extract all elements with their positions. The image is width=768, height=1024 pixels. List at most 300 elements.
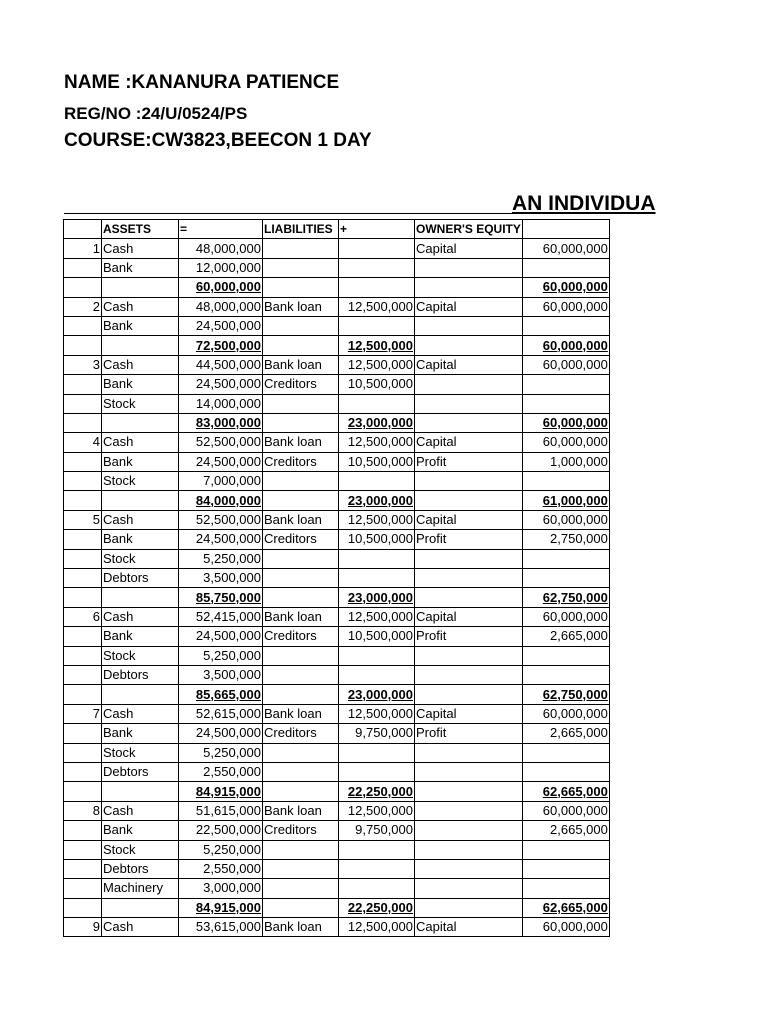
liability-amount-cell: 12,500,000 — [339, 433, 415, 452]
asset-amount-cell: 12,000,000 — [179, 258, 263, 277]
transaction-number-cell — [64, 898, 102, 917]
equity-amount-cell — [522, 394, 609, 413]
table-row — [64, 724, 610, 743]
transaction-number-cell — [64, 316, 102, 335]
liability-name-cell: Creditors — [263, 375, 339, 394]
liability-name-cell — [263, 762, 339, 781]
header-cell-liabilities: LIABILITIES — [263, 220, 339, 239]
equity-name-cell: Capital — [415, 607, 523, 626]
asset-name-cell: Debtors — [102, 665, 179, 684]
table-row — [64, 607, 610, 626]
liability-name-cell — [263, 840, 339, 859]
equity-name-cell — [415, 258, 523, 277]
equity-amount-cell: 1,000,000 — [522, 452, 609, 471]
liability-name-cell — [263, 491, 339, 510]
asset-amount-cell: 52,615,000 — [179, 704, 263, 723]
equity-amount-cell: 60,000,000 — [522, 413, 609, 432]
asset-name-cell: Stock — [102, 394, 179, 413]
liability-amount-cell: 12,500,000 — [339, 704, 415, 723]
transaction-number-cell: 7 — [64, 704, 102, 723]
equity-amount-cell: 60,000,000 — [522, 336, 609, 355]
liability-name-cell: Creditors — [263, 452, 339, 471]
asset-name-cell: Bank — [102, 724, 179, 743]
transaction-number-cell — [64, 685, 102, 704]
asset-name-cell: Stock — [102, 472, 179, 491]
equity-amount-cell: 60,000,000 — [522, 239, 609, 258]
equity-amount-cell — [522, 762, 609, 781]
table-row — [64, 375, 610, 394]
equity-name-cell — [415, 801, 523, 820]
liability-amount-cell — [339, 665, 415, 684]
asset-name-cell: Debtors — [102, 859, 179, 878]
equity-name-cell: Capital — [415, 433, 523, 452]
asset-name-cell: Bank — [102, 627, 179, 646]
asset-name-cell: Bank — [102, 452, 179, 471]
liability-name-cell — [263, 278, 339, 297]
student-name: NAME :KANANURA PATIENCE — [64, 72, 340, 93]
asset-name-cell: Bank — [102, 530, 179, 549]
equity-name-cell: Profit — [415, 530, 523, 549]
liability-amount-cell: 23,000,000 — [339, 588, 415, 607]
table-row — [64, 510, 610, 529]
asset-name-cell — [102, 898, 179, 917]
transaction-number-cell — [64, 665, 102, 684]
total-row — [64, 685, 610, 704]
liability-name-cell — [263, 859, 339, 878]
equity-amount-cell: 60,000,000 — [522, 297, 609, 316]
liability-name-cell: Bank loan — [263, 355, 339, 374]
table-row — [64, 704, 610, 723]
liability-name-cell — [263, 898, 339, 917]
table-row — [64, 762, 610, 781]
asset-amount-cell: 60,000,000 — [179, 278, 263, 297]
asset-name-cell: Stock — [102, 549, 179, 568]
equity-name-cell — [415, 879, 523, 898]
liability-amount-cell — [339, 316, 415, 335]
transaction-number-cell — [64, 336, 102, 355]
equity-amount-cell: 62,665,000 — [522, 898, 609, 917]
equity-name-cell — [415, 821, 523, 840]
equity-name-cell: Profit — [415, 627, 523, 646]
equity-name-cell — [415, 646, 523, 665]
equity-name-cell — [415, 413, 523, 432]
table-row — [64, 316, 610, 335]
transaction-number-cell — [64, 530, 102, 549]
total-row — [64, 336, 610, 355]
equity-name-cell: Profit — [415, 724, 523, 743]
transaction-number-cell — [64, 724, 102, 743]
liability-name-cell: Creditors — [263, 821, 339, 840]
equity-name-cell — [415, 665, 523, 684]
asset-name-cell: Bank — [102, 316, 179, 335]
transaction-number-cell — [64, 549, 102, 568]
equity-amount-cell — [522, 646, 609, 665]
equity-amount-cell: 60,000,000 — [522, 433, 609, 452]
total-row — [64, 782, 610, 801]
equity-amount-cell — [522, 840, 609, 859]
liability-name-cell — [263, 549, 339, 568]
table-row — [64, 549, 610, 568]
asset-amount-cell: 85,750,000 — [179, 588, 263, 607]
liability-name-cell — [263, 413, 339, 432]
liability-amount-cell: 12,500,000 — [339, 607, 415, 626]
equity-name-cell: Capital — [415, 297, 523, 316]
asset-name-cell — [102, 491, 179, 510]
equity-amount-cell: 2,665,000 — [522, 821, 609, 840]
asset-name-cell — [102, 278, 179, 297]
asset-amount-cell: 24,500,000 — [179, 452, 263, 471]
table-row — [64, 355, 610, 374]
liability-name-cell: Bank loan — [263, 704, 339, 723]
transaction-number-cell — [64, 782, 102, 801]
liability-amount-cell — [339, 549, 415, 568]
transaction-number-cell — [64, 413, 102, 432]
total-row — [64, 413, 610, 432]
transaction-number-cell — [64, 743, 102, 762]
table-row — [64, 801, 610, 820]
asset-amount-cell: 5,250,000 — [179, 840, 263, 859]
liability-name-cell — [263, 258, 339, 277]
asset-name-cell — [102, 685, 179, 704]
equity-amount-cell — [522, 316, 609, 335]
asset-name-cell: Stock — [102, 646, 179, 665]
asset-amount-cell: 52,415,000 — [179, 607, 263, 626]
liability-name-cell: Bank loan — [263, 607, 339, 626]
table-row — [64, 433, 610, 452]
table-row — [64, 879, 610, 898]
table-row — [64, 646, 610, 665]
asset-amount-cell: 24,500,000 — [179, 316, 263, 335]
equity-amount-cell: 2,665,000 — [522, 627, 609, 646]
table-row — [64, 859, 610, 878]
equity-name-cell — [415, 278, 523, 297]
transaction-number-cell — [64, 491, 102, 510]
table-row — [64, 394, 610, 413]
liability-name-cell: Bank loan — [263, 918, 339, 937]
equity-name-cell — [415, 898, 523, 917]
transaction-number-cell: 4 — [64, 433, 102, 452]
transaction-number-cell: 2 — [64, 297, 102, 316]
asset-name-cell — [102, 413, 179, 432]
equity-amount-cell — [522, 569, 609, 588]
equity-name-cell — [415, 336, 523, 355]
table-row — [64, 452, 610, 471]
liability-amount-cell: 12,500,000 — [339, 918, 415, 937]
equity-amount-cell: 62,750,000 — [522, 588, 609, 607]
equity-amount-cell: 61,000,000 — [522, 491, 609, 510]
header-cell-equity-amount — [522, 220, 609, 239]
liability-amount-cell — [339, 239, 415, 258]
liability-amount-cell — [339, 879, 415, 898]
liability-amount-cell: 12,500,000 — [339, 336, 415, 355]
table-row — [64, 569, 610, 588]
equity-amount-cell — [522, 472, 609, 491]
transaction-number-cell — [64, 394, 102, 413]
equity-amount-cell — [522, 743, 609, 762]
liability-amount-cell — [339, 859, 415, 878]
equity-name-cell: Capital — [415, 704, 523, 723]
course-info: COURSE:CW3823,BEECON 1 DAY — [64, 130, 372, 151]
liability-name-cell: Creditors — [263, 724, 339, 743]
liability-name-cell: Bank loan — [263, 433, 339, 452]
asset-name-cell: Debtors — [102, 569, 179, 588]
asset-amount-cell: 22,500,000 — [179, 821, 263, 840]
asset-amount-cell: 7,000,000 — [179, 472, 263, 491]
equity-amount-cell: 60,000,000 — [522, 801, 609, 820]
liability-amount-cell — [339, 258, 415, 277]
equity-amount-cell: 2,750,000 — [522, 530, 609, 549]
asset-amount-cell: 5,250,000 — [179, 646, 263, 665]
asset-amount-cell: 84,915,000 — [179, 898, 263, 917]
asset-name-cell: Machinery — [102, 879, 179, 898]
equity-amount-cell — [522, 549, 609, 568]
header-cell-owners-equity: OWNER'S EQUITY — [415, 220, 523, 239]
transaction-number-cell — [64, 762, 102, 781]
liability-amount-cell — [339, 646, 415, 665]
equity-amount-cell: 60,000,000 — [522, 510, 609, 529]
asset-amount-cell: 83,000,000 — [179, 413, 263, 432]
table-row — [64, 665, 610, 684]
equity-name-cell — [415, 782, 523, 801]
equity-amount-cell: 60,000,000 — [522, 607, 609, 626]
equity-amount-cell: 62,750,000 — [522, 685, 609, 704]
table-row — [64, 821, 610, 840]
equity-name-cell — [415, 743, 523, 762]
equity-name-cell — [415, 472, 523, 491]
asset-name-cell — [102, 588, 179, 607]
equity-name-cell: Capital — [415, 918, 523, 937]
asset-amount-cell: 51,615,000 — [179, 801, 263, 820]
equity-amount-cell: 60,000,000 — [522, 278, 609, 297]
table-row — [64, 239, 610, 258]
transaction-number-cell: 6 — [64, 607, 102, 626]
liability-name-cell — [263, 685, 339, 704]
asset-amount-cell: 14,000,000 — [179, 394, 263, 413]
equity-name-cell: Capital — [415, 355, 523, 374]
equity-name-cell — [415, 491, 523, 510]
liability-name-cell: Creditors — [263, 627, 339, 646]
asset-amount-cell: 48,000,000 — [179, 239, 263, 258]
liability-amount-cell: 22,250,000 — [339, 898, 415, 917]
liability-name-cell: Bank loan — [263, 297, 339, 316]
asset-name-cell: Cash — [102, 607, 179, 626]
asset-amount-cell: 3,500,000 — [179, 569, 263, 588]
table-row — [64, 258, 610, 277]
equity-name-cell: Capital — [415, 510, 523, 529]
equity-name-cell — [415, 685, 523, 704]
asset-amount-cell: 53,615,000 — [179, 918, 263, 937]
equity-name-cell — [415, 762, 523, 781]
asset-name-cell: Cash — [102, 433, 179, 452]
registration-number: REG/NO :24/U/0524/PS — [64, 104, 248, 123]
transaction-number-cell: 9 — [64, 918, 102, 937]
equity-amount-cell: 60,000,000 — [522, 704, 609, 723]
equity-name-cell — [415, 840, 523, 859]
liability-amount-cell: 9,750,000 — [339, 821, 415, 840]
asset-amount-cell: 48,000,000 — [179, 297, 263, 316]
sheet-title: AN INDIVIDUA — [512, 192, 656, 215]
transaction-number-cell — [64, 472, 102, 491]
transaction-number-cell — [64, 569, 102, 588]
transaction-number-cell — [64, 821, 102, 840]
equity-name-cell — [415, 569, 523, 588]
equity-amount-cell — [522, 258, 609, 277]
liability-name-cell — [263, 472, 339, 491]
equity-name-cell: Profit — [415, 452, 523, 471]
title-underline-rule — [64, 213, 512, 214]
liability-amount-cell: 9,750,000 — [339, 724, 415, 743]
asset-name-cell: Cash — [102, 355, 179, 374]
table-row — [64, 918, 610, 937]
asset-amount-cell: 2,550,000 — [179, 859, 263, 878]
table-row — [64, 472, 610, 491]
equity-amount-cell — [522, 665, 609, 684]
equity-amount-cell: 60,000,000 — [522, 918, 609, 937]
equity-amount-cell: 2,665,000 — [522, 724, 609, 743]
equity-name-cell — [415, 859, 523, 878]
total-row — [64, 898, 610, 917]
transaction-number-cell — [64, 452, 102, 471]
asset-name-cell: Debtors — [102, 762, 179, 781]
liability-amount-cell: 10,500,000 — [339, 627, 415, 646]
equity-amount-cell: 62,665,000 — [522, 782, 609, 801]
table-body — [64, 220, 610, 937]
liability-amount-cell — [339, 278, 415, 297]
liability-name-cell: Bank loan — [263, 801, 339, 820]
asset-amount-cell: 24,500,000 — [179, 724, 263, 743]
asset-amount-cell: 24,500,000 — [179, 530, 263, 549]
liability-amount-cell — [339, 472, 415, 491]
total-row — [64, 278, 610, 297]
liability-amount-cell — [339, 394, 415, 413]
liability-amount-cell: 23,000,000 — [339, 491, 415, 510]
asset-name-cell — [102, 336, 179, 355]
liability-name-cell — [263, 316, 339, 335]
asset-amount-cell: 44,500,000 — [179, 355, 263, 374]
liability-name-cell — [263, 879, 339, 898]
asset-amount-cell: 3,000,000 — [179, 879, 263, 898]
transaction-number-cell — [64, 879, 102, 898]
asset-amount-cell: 24,500,000 — [179, 627, 263, 646]
table-row — [64, 297, 610, 316]
asset-name-cell — [102, 782, 179, 801]
asset-amount-cell: 52,500,000 — [179, 433, 263, 452]
liability-name-cell — [263, 743, 339, 762]
total-row — [64, 588, 610, 607]
equity-name-cell — [415, 394, 523, 413]
header-cell-equals: = — [179, 220, 263, 239]
liability-name-cell — [263, 646, 339, 665]
asset-amount-cell: 84,000,000 — [179, 491, 263, 510]
transaction-number-cell — [64, 627, 102, 646]
equity-amount-cell: 60,000,000 — [522, 355, 609, 374]
liability-amount-cell: 23,000,000 — [339, 685, 415, 704]
liability-name-cell — [263, 665, 339, 684]
asset-name-cell: Cash — [102, 704, 179, 723]
header-cell-number — [64, 220, 102, 239]
equity-name-cell — [415, 549, 523, 568]
transaction-number-cell — [64, 646, 102, 665]
asset-amount-cell: 5,250,000 — [179, 743, 263, 762]
liability-amount-cell — [339, 762, 415, 781]
asset-name-cell: Stock — [102, 743, 179, 762]
liability-name-cell — [263, 782, 339, 801]
equity-name-cell — [415, 375, 523, 394]
transaction-number-cell — [64, 258, 102, 277]
asset-amount-cell: 52,500,000 — [179, 510, 263, 529]
transaction-number-cell — [64, 588, 102, 607]
asset-amount-cell: 85,665,000 — [179, 685, 263, 704]
transaction-number-cell — [64, 278, 102, 297]
liability-name-cell: Bank loan — [263, 510, 339, 529]
liability-amount-cell: 23,000,000 — [339, 413, 415, 432]
transaction-number-cell — [64, 375, 102, 394]
asset-amount-cell: 2,550,000 — [179, 762, 263, 781]
asset-name-cell: Cash — [102, 918, 179, 937]
table-row — [64, 627, 610, 646]
liability-amount-cell: 12,500,000 — [339, 355, 415, 374]
asset-name-cell: Cash — [102, 801, 179, 820]
liability-amount-cell — [339, 569, 415, 588]
transaction-number-cell: 5 — [64, 510, 102, 529]
equity-amount-cell — [522, 859, 609, 878]
equity-name-cell — [415, 316, 523, 335]
transaction-number-cell — [64, 840, 102, 859]
transaction-number-cell: 1 — [64, 239, 102, 258]
asset-name-cell: Stock — [102, 840, 179, 859]
asset-amount-cell: 5,250,000 — [179, 549, 263, 568]
liability-name-cell — [263, 569, 339, 588]
transaction-number-cell: 8 — [64, 801, 102, 820]
liability-amount-cell: 12,500,000 — [339, 801, 415, 820]
equity-amount-cell — [522, 879, 609, 898]
liability-amount-cell: 12,500,000 — [339, 510, 415, 529]
equity-amount-cell — [522, 375, 609, 394]
liability-amount-cell: 10,500,000 — [339, 375, 415, 394]
asset-amount-cell: 72,500,000 — [179, 336, 263, 355]
asset-amount-cell: 24,500,000 — [179, 375, 263, 394]
liability-amount-cell: 22,250,000 — [339, 782, 415, 801]
liability-amount-cell — [339, 840, 415, 859]
asset-name-cell: Bank — [102, 375, 179, 394]
liability-amount-cell: 10,500,000 — [339, 452, 415, 471]
asset-name-cell: Cash — [102, 297, 179, 316]
table-row — [64, 840, 610, 859]
equity-name-cell: Capital — [415, 239, 523, 258]
liability-name-cell: Creditors — [263, 530, 339, 549]
header-cell-assets: ASSETS — [102, 220, 179, 239]
total-row — [64, 491, 610, 510]
asset-amount-cell: 84,915,000 — [179, 782, 263, 801]
asset-name-cell: Bank — [102, 821, 179, 840]
table-row — [64, 743, 610, 762]
liability-name-cell — [263, 336, 339, 355]
header-cell-plus: + — [339, 220, 415, 239]
equity-name-cell — [415, 588, 523, 607]
liability-amount-cell: 10,500,000 — [339, 530, 415, 549]
liability-amount-cell — [339, 743, 415, 762]
liability-name-cell — [263, 394, 339, 413]
liability-amount-cell: 12,500,000 — [339, 297, 415, 316]
transaction-number-cell: 3 — [64, 355, 102, 374]
asset-name-cell: Bank — [102, 258, 179, 277]
accounting-equation-table — [63, 219, 610, 937]
asset-name-cell: Cash — [102, 510, 179, 529]
liability-name-cell — [263, 588, 339, 607]
table-row — [64, 530, 610, 549]
table-header-row — [64, 220, 610, 239]
transaction-number-cell — [64, 859, 102, 878]
